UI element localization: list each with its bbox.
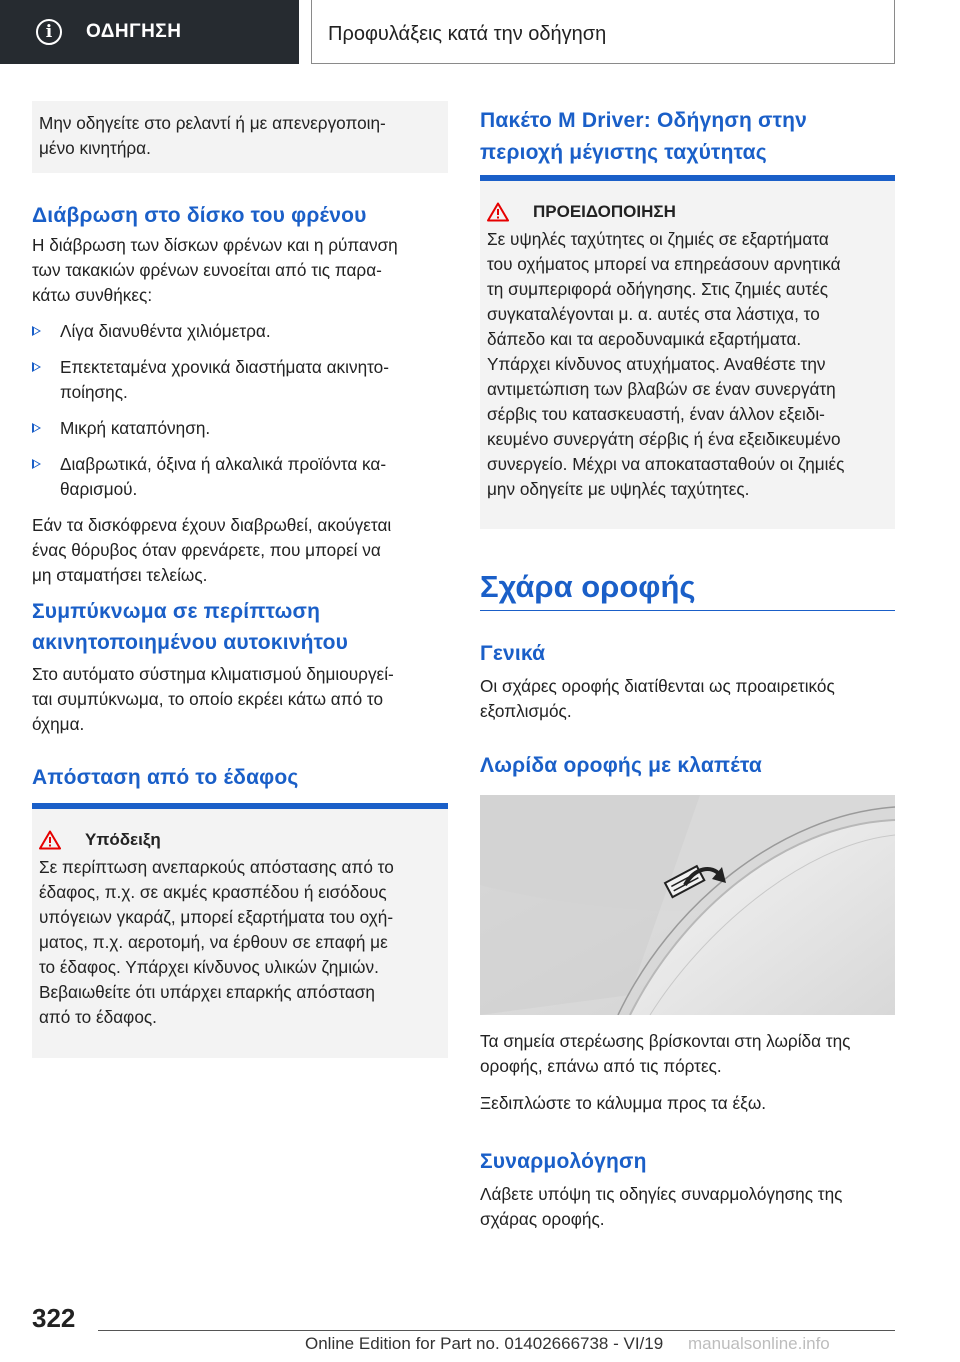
triangle-bullet-icon [32, 362, 41, 372]
roof-strip-photo [480, 795, 895, 1015]
warning-line: αντιμετώπιση των βλαβών σε έναν συνεργάτη [487, 379, 836, 399]
body-line: των τακακιών φρένων ευνοείται από τις παρα- [32, 260, 382, 280]
intro-line: μένο κινητήρα. [39, 138, 151, 158]
warning-line: κευμένο συνεργάτη σέρβις ή ένα εξειδικευμένο [487, 429, 841, 449]
condensate-heading: Συμπύκνωμα σε περίπτωση ακινητοποιημένου αυτοκινήτου [32, 600, 349, 654]
note-line: ματος, π.χ. αεροτομή, να έρθουν σε επαφή με [39, 932, 388, 952]
body-line: Οι σχάρες οροφής διατίθενται ως προαιρετικός [480, 676, 835, 696]
warning-line: μην οδηγείτε με υψηλές ταχύτητες. [487, 479, 750, 499]
note-line: υπόγειων γκαράζ, μπορεί εξαρτήματα του οχή- [39, 907, 394, 927]
note-line: το έδαφος. Υπάρχει κίνδυνος υλικών ζημιών. [39, 957, 379, 977]
chapter-header [311, 0, 895, 64]
heading-rule [480, 610, 895, 611]
note-line: Βεβαιωθείτε ότι υπάρχει επαρκής απόσταση [39, 982, 375, 1002]
warning-title: ΠΡΟΕΙΔΟΠΟΙΗΣΗ [533, 202, 676, 221]
footer-rule [98, 1330, 895, 1331]
warning-line: σέρβις του κατασκευαστή, έναν άλλον εξειδι- [487, 404, 825, 424]
triangle-bullet-icon [32, 423, 41, 433]
corrosion-section [32, 202, 452, 588]
corrosion-heading: Διάβρωση στο δίσκο του φρένου [32, 204, 367, 227]
warning-box [480, 181, 895, 529]
section-title: ΟΔΗΓΗΣΗ [86, 21, 182, 42]
edition-text: Online Edition for Part no. 01402666738 - VI/19 [305, 1334, 664, 1353]
warning-triangle-icon [39, 830, 61, 850]
roof-strip-heading: Λωρίδα οροφής με κλαπέτα [480, 754, 763, 777]
body-line: Η διάβρωση των δίσκων φρένων και η ρύπανση [32, 235, 398, 255]
warning-line: τη συμπεριφορά οδήγησης. Στις ζημιές αυτές [487, 279, 828, 299]
note-heading [39, 830, 448, 850]
assembly-heading: Συναρμολόγηση [480, 1150, 647, 1173]
condition-list [32, 319, 452, 502]
warning-line: συγκαταλέγονται μ. α. αυτές στα λάστιχα, το [487, 304, 820, 324]
list-item: Διαβρωτικά, όξινα ή αλκαλικά προϊόντα κα- θαρισμού. [32, 452, 452, 502]
note-line: έδαφος, π.χ. σε ακμές κρασπέδου ή εισόδους [39, 882, 387, 902]
body-line: ένας θόρυβος όταν φρενάρετε, που μπορεί να [32, 540, 381, 560]
warning-triangle-icon [487, 202, 509, 222]
body-line: Λάβετε υπόψη τις οδηγίες συναρμολόγησης της [480, 1184, 843, 1204]
warning-line: Υπάρχει κίνδυνος ατυχήματος. Αναθέστε την [487, 354, 826, 374]
mdriver-heading: Πακέτο M Driver: Οδήγηση στην περιοχή μέγιστης ταχύτητας [480, 109, 808, 164]
list-item: Μικρή καταπόνηση. [32, 416, 452, 441]
body-line: εξοπλισμός. [480, 701, 572, 721]
warning-line: δάπεδο και τα αεροδυναμικά εξαρτήματα. [487, 329, 802, 349]
body-line: Στο αυτόματο σύστημα κλιματισμού δημιουργεί- [32, 664, 394, 684]
body-line: Τα σημεία στερέωσης βρίσκονται στη λωρίδα της [480, 1031, 851, 1051]
body-line: μη σταματήσει τελείως. [32, 565, 208, 585]
note-box [32, 809, 448, 1058]
note-title: Υπόδειξη [85, 830, 161, 849]
page-number: 322 [32, 1303, 76, 1333]
body-line: ται συμπύκνωμα, το οποίο εκρέει κάτω από το [32, 689, 384, 709]
chapter-title: Προφυλάξεις κατά την οδήγηση [328, 23, 607, 45]
triangle-bullet-icon [32, 326, 41, 336]
intro-box [32, 101, 448, 173]
info-icon: i [36, 19, 62, 45]
body-line: σχάρας οροφής. [480, 1209, 605, 1229]
assembly-section [480, 1148, 900, 1232]
note-line: Σε περίπτωση ανεπαρκούς απόστασης από το [39, 857, 394, 877]
body-line: οροφής, επάνω από τις πόρτες. [480, 1056, 722, 1076]
list-item: Επεκτεταμένα χρονικά διαστήματα ακινητο- ποίησης. [32, 355, 452, 405]
section-tab [0, 0, 299, 64]
watermark: manualsonline.info [688, 1334, 830, 1353]
condensate-section [32, 596, 452, 737]
general-heading: Γενικά [480, 642, 546, 665]
attachment-text [480, 1029, 900, 1116]
intro-line: Μην οδηγείτε στο ρελαντί ή με απενεργοποιη- [39, 113, 386, 133]
warning-line: Σε υψηλές ταχύτητες οι ζημιές σε εξαρτήματα [487, 229, 829, 249]
warning-heading [487, 202, 895, 222]
body-line: όχημα. [32, 714, 85, 734]
clearance-heading: Απόσταση από το έδαφος [32, 766, 299, 789]
body-line: Εάν τα δισκόφρενα έχουν διαβρωθεί, ακούγεται [32, 515, 392, 535]
note-line: από το έδαφος. [39, 1007, 157, 1027]
body-line: Ξεδιπλώστε το κάλυμμα προς τα έξω. [480, 1093, 767, 1113]
warning-line: συνεργείο. Μέχρι να αποκατασταθούν οι ζημιές [487, 454, 845, 474]
triangle-bullet-icon [32, 459, 41, 469]
list-item: Λίγα διανυθέντα χιλιόμετρα. [32, 319, 452, 344]
warning-line: του οχήματος μπορεί να επηρεάσουν αρνητικά [487, 254, 841, 274]
body-line: κάτω συνθήκες: [32, 285, 153, 305]
general-section [480, 640, 900, 724]
roof-rack-heading: Σχάρα οροφής [480, 569, 696, 604]
